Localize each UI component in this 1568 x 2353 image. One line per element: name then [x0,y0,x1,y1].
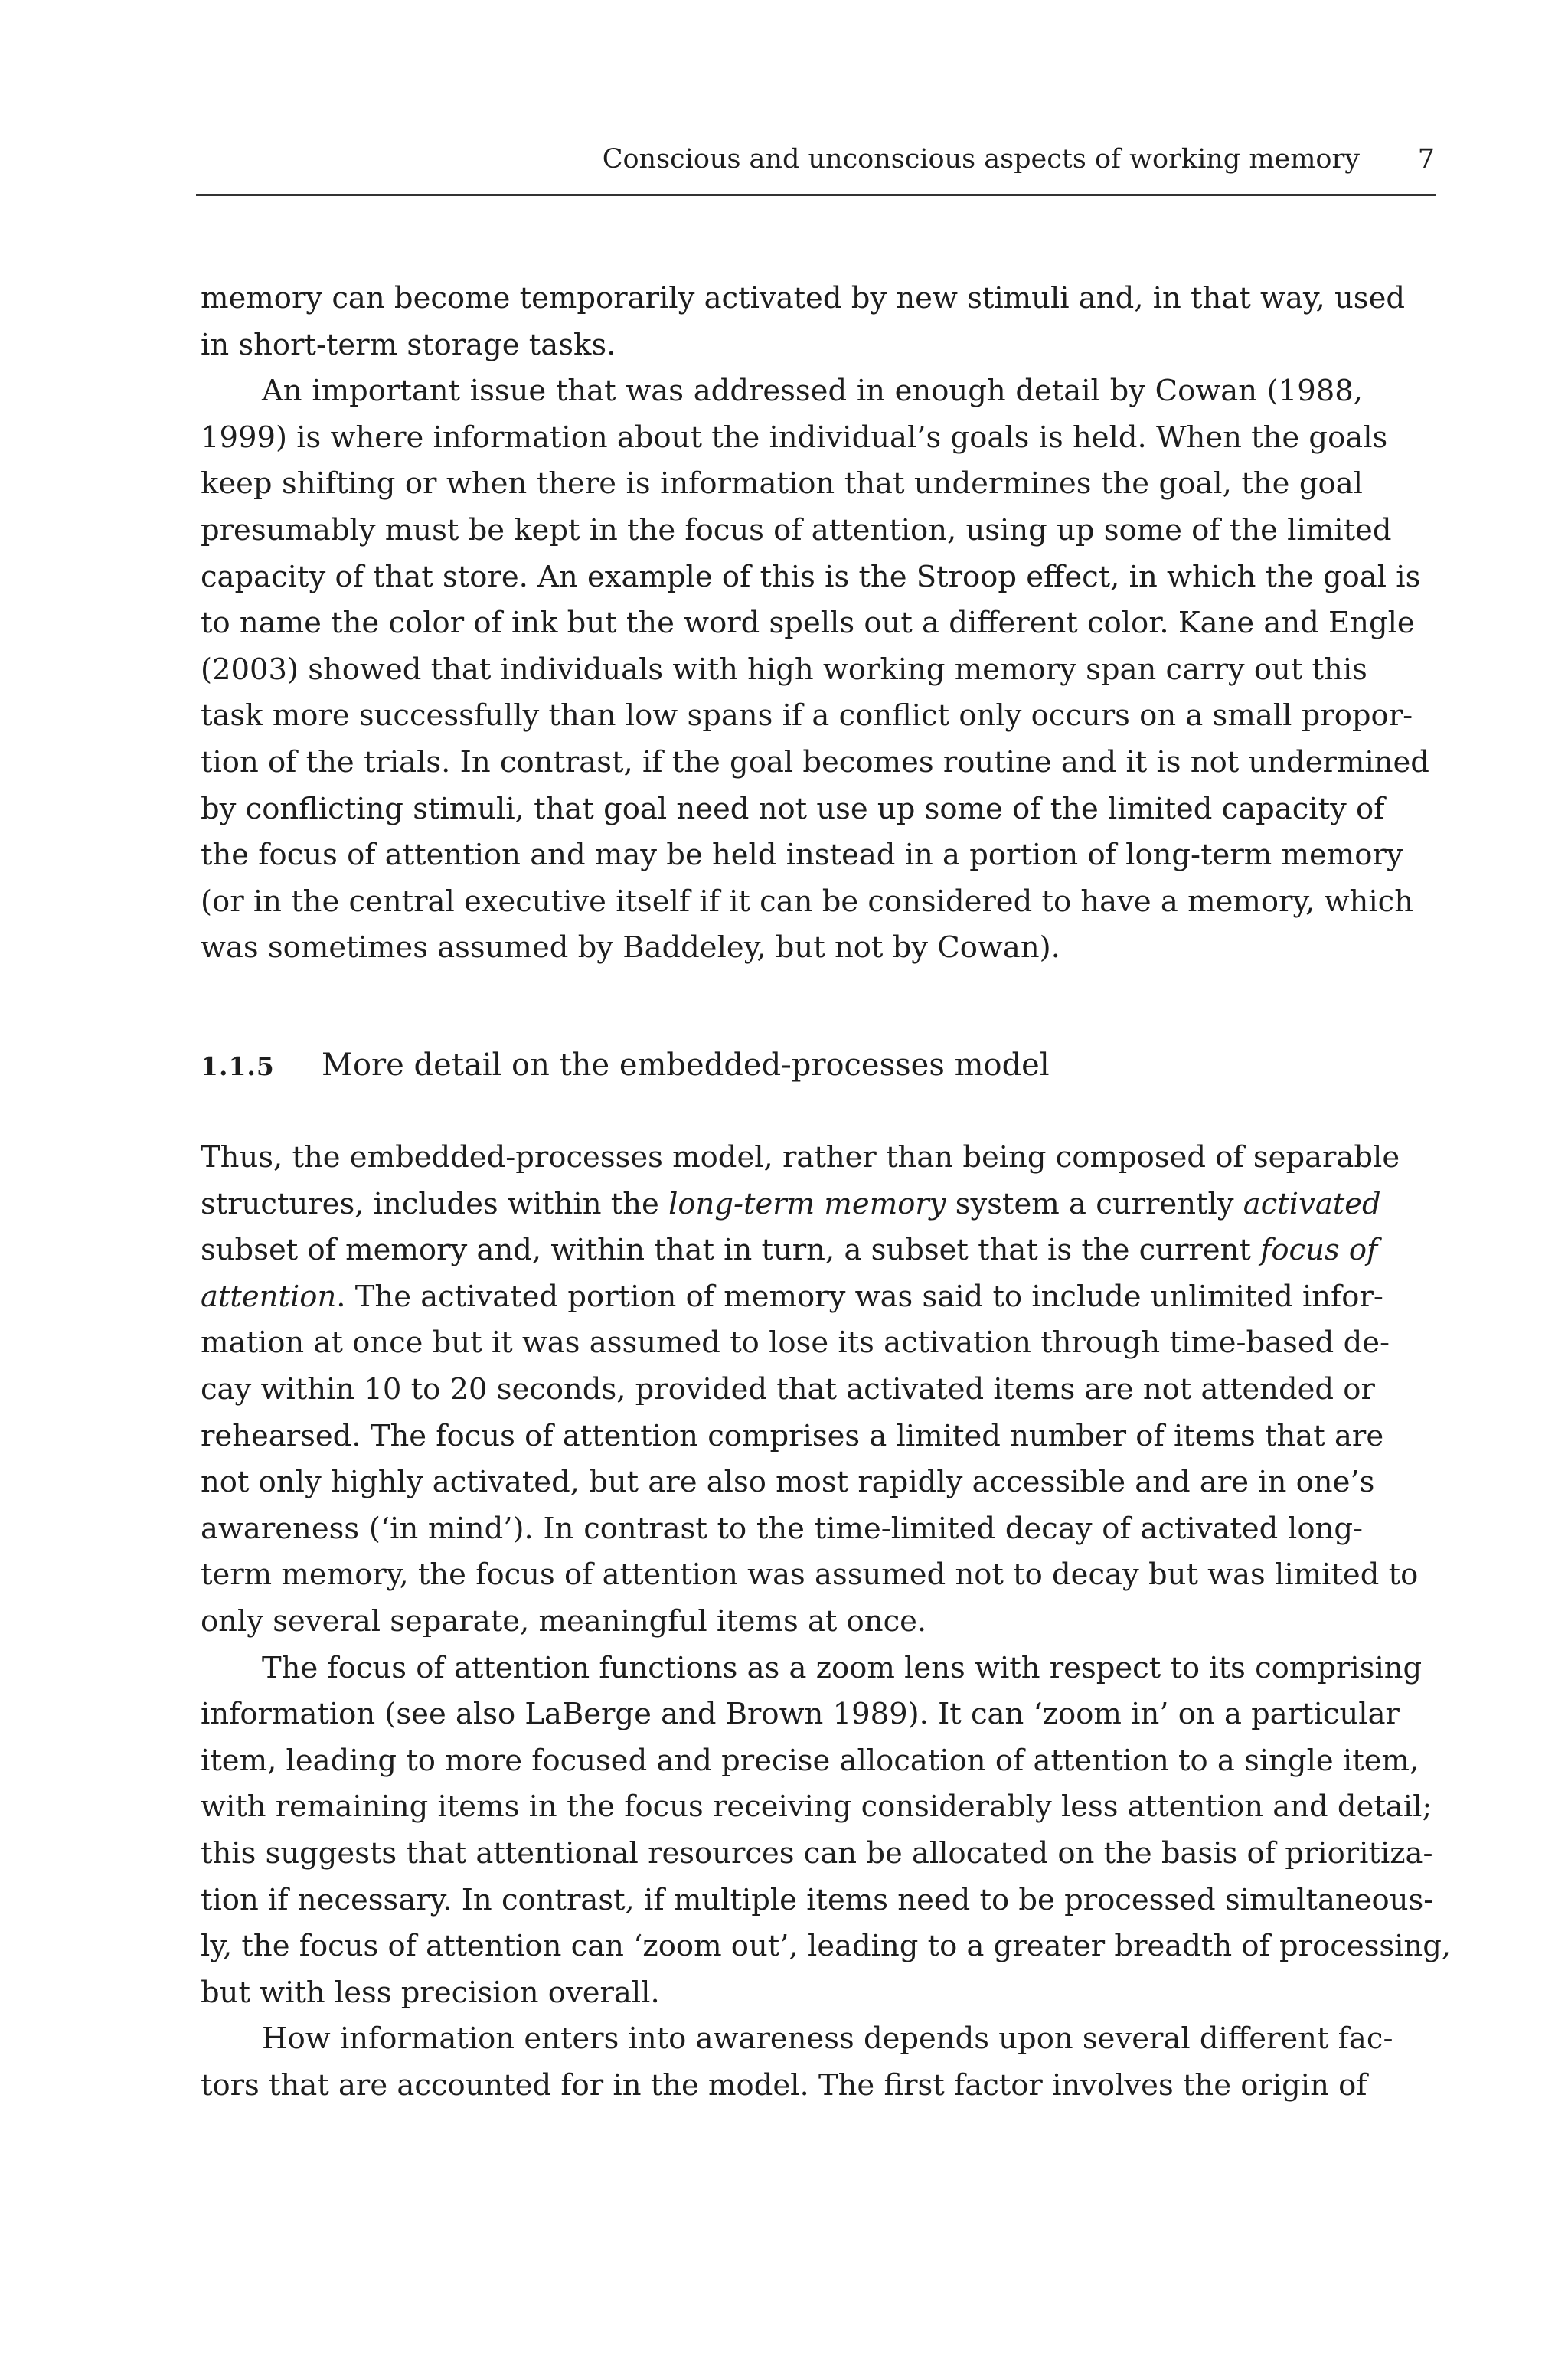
section-number: 1.1.5 [201,1051,275,1081]
para4-line-1: The focus of attention functions as a zoom lens with respect to its comprising [262,1650,1423,1685]
para3-line-3-b: focus of [1260,1233,1378,1268]
running-head-title: Conscious and unconscious aspects of working memory [602,144,1360,175]
para3-line-2-a: structures, includes within the [201,1186,669,1221]
header-rule [196,194,1436,196]
para2-line-3: keep shifting or when there is information that undermines the goal, the goal [201,466,1363,502]
para1-line-2: in short-term storage tasks. [201,327,616,362]
para3-line-10: term memory, the focus of attention was assumed not to decay but was limited to [201,1557,1419,1593]
para2-line-11: the focus of attention and may be held instead in a portion of long-term memory [201,838,1403,873]
para3-line-3 [201,1227,1378,1274]
para2-line-12: (or in the central executive itself if it can be considered to have a memory, which [201,884,1413,919]
para4-line-5: this suggests that attentional resources can be allocated on the basis of prioritiza- [201,1835,1433,1871]
para4-line-2: information (see also LaBerge and Brown 1989). It can ‘zoom in’ on a particular [201,1697,1400,1732]
para3-line-2-d: activated [1243,1186,1381,1221]
para3-line-2-b: long-term memory [668,1186,946,1221]
para3-line-6: cay within 10 to 20 seconds, provided that activated items are not attended or [201,1371,1375,1407]
running-head [196,144,1436,190]
para3-line-8: not only highly activated, but are also most rapidly accessible and are in one’s [201,1465,1375,1500]
para4-line-7: ly, the focus of attention can ‘zoom out’, leading to a greater breadth of processing, [201,1929,1452,1964]
para2-line-2: 1999) is where information about the individual’s goals is held. When the goals [201,420,1388,455]
para2-line-7: (2003) showed that individuals with high working memory span carry out this [201,652,1367,687]
para4-line-6: tion if necessary. In contrast, if multiple items need to be processed simultaneous- [201,1882,1434,1917]
para3-line-2 [201,1181,1381,1228]
para3-line-1: Thus, the embedded-processes model, rather than being composed of separable [201,1140,1400,1175]
para3-line-4 [201,1274,1383,1321]
para2-line-5: capacity of that store. An example of this is the Stroop effect, in which the goal is [201,559,1421,594]
para5-line-1: How information enters into awareness depends upon several different fac- [262,2021,1393,2057]
para3-line-11: only several separate, meaningful items at once. [201,1603,927,1639]
para4-line-8: but with less precision overall. [201,1975,660,2010]
para4-line-4: with remaining items in the focus receiving considerably less attention and detail; [201,1789,1432,1825]
section-title: More detail on the embedded-processes model [322,1047,1050,1083]
para2-line-4: presumably must be kept in the focus of attention, using up some of the limited [201,512,1392,547]
para2-line-13: was sometimes assumed by Baddeley, but not by Cowan). [201,930,1060,966]
para2-line-9: tion of the trials. In contrast, if the goal becomes routine and it is not undermined [201,744,1429,779]
body-text-top [201,276,1429,972]
page-number: 7 [1417,144,1435,175]
para3-line-7: rehearsed. The focus of attention comprises a limited number of items that are [201,1418,1384,1453]
para4-line-3: item, leading to more focused and precise allocation of attention to a single item, [201,1743,1419,1778]
para2-line-10: by conflicting stimuli, that goal need not use up some of the limited capacity of [201,791,1385,826]
para2-line-6: to name the color of ink but the word spells out a different color. Kane and Engle [201,606,1415,641]
body-text-bottom [201,1135,1452,2109]
para3-line-2-c: system a currently [946,1186,1243,1221]
para3-line-9: awareness (‘in mind’). In contrast to the time-limited decay of activated long- [201,1511,1363,1546]
para3-line-5: mation at once but it was assumed to lose its activation through time-based de- [201,1325,1390,1361]
para3-line-3-a: subset of memory and, within that in turn, a subset that is the current [201,1233,1261,1268]
section-heading [201,1047,1363,1096]
para2-line-8: task more successfully than low spans if a conflict only occurs on a small propor- [201,698,1413,734]
para2-line-1: An important issue that was addressed in enough detail by Cowan (1988, [262,374,1363,409]
para3-line-4-a: attention [201,1279,337,1314]
para1-line-1: memory can become temporarily activated by new stimuli and, in that way, used [201,281,1405,315]
para5-line-2: tors that are accounted for in the model. The first factor involves the origin of [201,2067,1367,2103]
para3-line-4-b: . The activated portion of memory was said to include unlimited infor- [336,1279,1383,1314]
